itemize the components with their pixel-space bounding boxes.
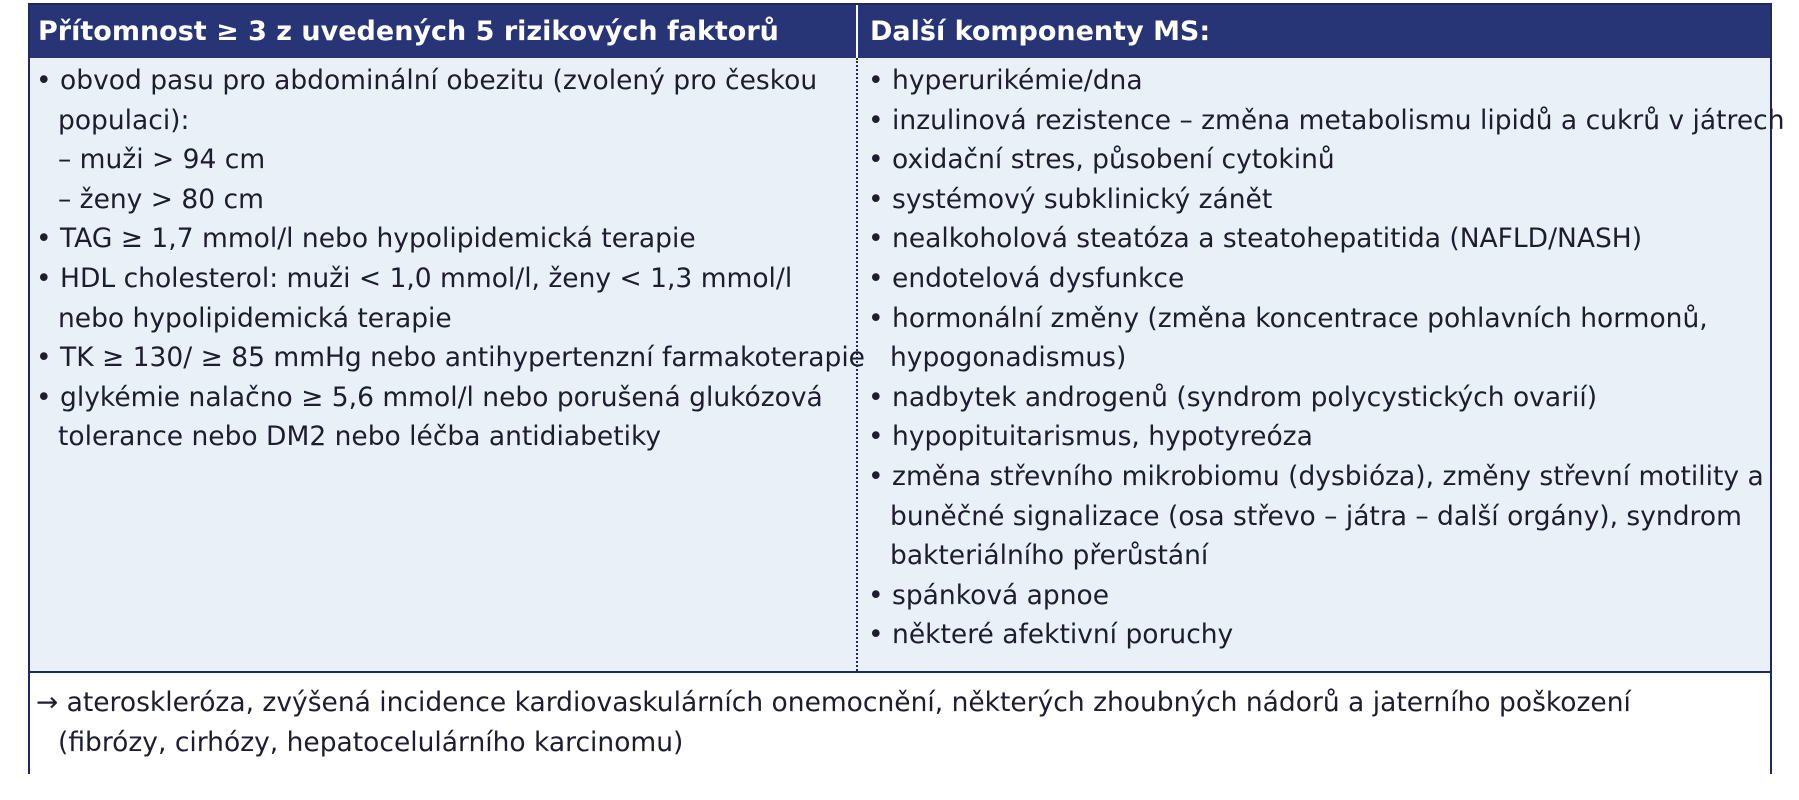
component-line: • endotelová dysfunkce: [868, 262, 1185, 294]
component-line: • hormonální změny (změna koncentrace pohlavních hormonů,: [868, 302, 1708, 334]
risk-line: populaci):: [58, 104, 190, 136]
table-body-row: [30, 58, 1785, 673]
component-line: • některé afektivní poruchy: [868, 619, 1234, 651]
table-header-row: [30, 5, 1770, 58]
consequences-line: (fibrózy, cirhózy, hepatocelulárního karcinomu): [58, 727, 684, 758]
component-line: • systémový subklinický zánět: [868, 183, 1273, 215]
component-line: • nadbytek androgenů (syndrom polycystických ovarií): [868, 381, 1598, 413]
component-line: hypogonadismus): [890, 342, 1127, 374]
component-line: • hyperurikémie/dna: [868, 65, 1143, 96]
consequences-row: [30, 673, 1770, 774]
component-line: bakteriálního přerůstání: [890, 540, 1209, 572]
risk-line: • TK ≥ 130/ ≥ 85 mmHg nebo antihypertenzní farmakoterapie: [36, 342, 865, 374]
component-line: • oxidační stres, působení cytokinů: [868, 144, 1335, 176]
component-line: buněčné signalizace (osa střevo – játra – další orgány), syndrom: [890, 500, 1742, 532]
header-other-components: Další komponenty MS:: [870, 16, 1211, 47]
risk-factors-cell: [30, 58, 865, 671]
risk-line: tolerance nebo DM2 nebo léčba antidiabetiky: [58, 421, 662, 453]
risk-line: • obvod pasu pro abdominální obezitu (zvolený pro českou: [36, 65, 818, 96]
risk-line: nebo hypolipidemická terapie: [58, 302, 452, 334]
consequences-line: → ateroskleróza, zvýšená incidence kardiovaskulárních onemocnění, některých zhoubných nádorů a jaterního poškození: [36, 687, 1631, 718]
component-line: • hypopituitarismus, hypotyreóza: [868, 421, 1313, 453]
metabolic-syndrome-table: [28, 3, 1785, 774]
component-line: • změna střevního mikrobiomu (dysbióza), změny střevní motility a: [868, 460, 1764, 492]
other-components-cell: [858, 58, 1785, 671]
risk-line: – muži > 94 cm: [58, 144, 266, 176]
risk-line: • glykémie nalačno ≥ 5,6 mmol/l nebo porušená glukózová: [36, 381, 823, 413]
risk-line: • TAG ≥ 1,7 mmol/l nebo hypolipidemická terapie: [36, 223, 696, 255]
header-risk-factors: Přítomnost ≥ 3 z uvedených 5 rizikových faktorů: [30, 5, 858, 58]
component-line: • inzulinová rezistence – změna metabolismu lipidů a cukrů v játrech: [868, 104, 1785, 136]
component-line: • nealkoholová steatóza a steatohepatitida (NAFLD/NASH): [868, 223, 1643, 255]
risk-line: – ženy > 80 cm: [58, 183, 264, 215]
component-line: • spánková apnoe: [868, 579, 1110, 611]
risk-line: • HDL cholesterol: muži < 1,0 mmol/l, ženy < 1,3 mmol/l: [36, 262, 793, 294]
